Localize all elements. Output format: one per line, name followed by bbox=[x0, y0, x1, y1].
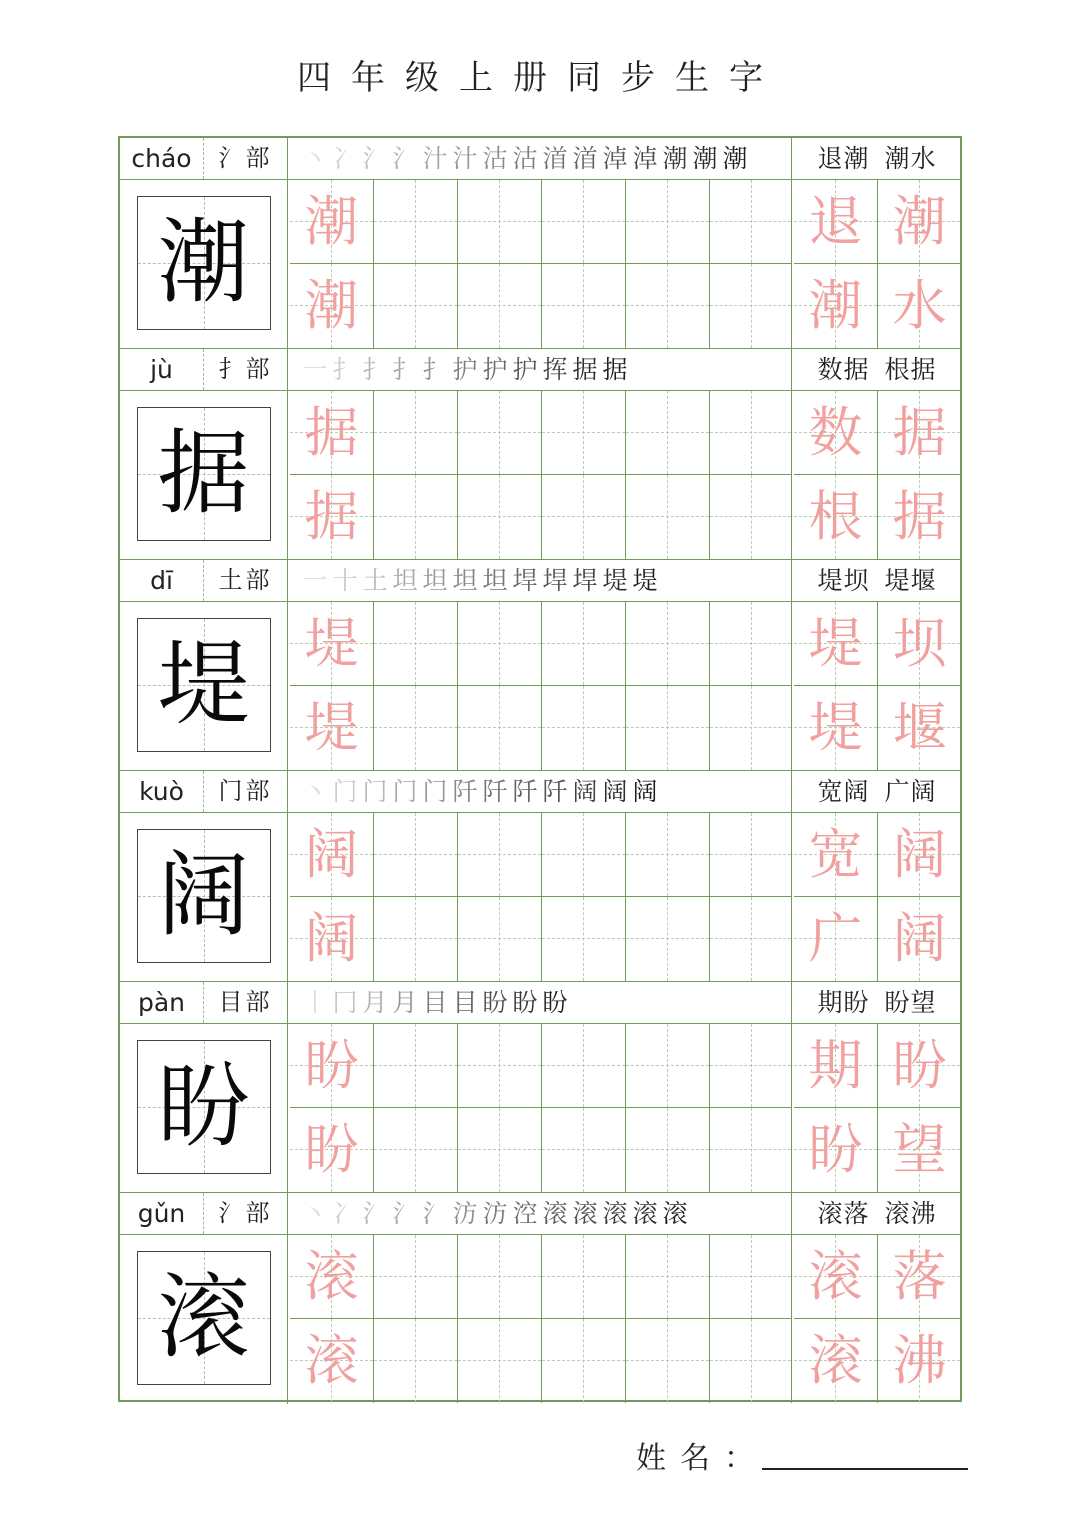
vocab-words bbox=[794, 1193, 960, 1234]
stroke-order-row bbox=[290, 982, 792, 1023]
practice-cell[interactable] bbox=[626, 264, 710, 348]
practice-grid bbox=[290, 602, 792, 771]
stroke-step: 坦 bbox=[392, 566, 418, 595]
stroke-step: 淖 bbox=[632, 144, 658, 173]
stroke-step: 滚 bbox=[662, 1199, 688, 1228]
practice-grid bbox=[290, 391, 792, 560]
char-header-row bbox=[120, 771, 960, 813]
practice-cell[interactable] bbox=[542, 1235, 626, 1319]
vocab-cell[interactable] bbox=[794, 602, 878, 686]
trace-char: 潮 bbox=[304, 274, 359, 337]
stroke-step: 汸 bbox=[482, 1199, 508, 1228]
practice-cell[interactable] bbox=[290, 475, 374, 559]
stroke-step: 扌 bbox=[392, 355, 418, 384]
vocab-trace-char: 落 bbox=[892, 1245, 947, 1308]
vocab-cell[interactable] bbox=[794, 1108, 878, 1192]
stroke-step: 坦 bbox=[482, 566, 508, 595]
stroke-step: 土 bbox=[362, 566, 388, 595]
practice-grid bbox=[290, 1024, 792, 1193]
vocab-words bbox=[794, 138, 960, 179]
vocab-word: 滚落 bbox=[817, 1199, 870, 1228]
page-title: 四年级上册同步生字 bbox=[297, 58, 783, 98]
practice-cell[interactable] bbox=[374, 391, 458, 475]
stroke-step: 阔 bbox=[572, 777, 598, 806]
model-char-cell bbox=[120, 1235, 288, 1404]
stroke-step: 门 bbox=[332, 777, 358, 806]
radical-label: 氵部 bbox=[204, 138, 288, 179]
practice-cell[interactable] bbox=[710, 1024, 792, 1108]
radical-label: 目部 bbox=[204, 982, 288, 1023]
practice-cell[interactable] bbox=[290, 1235, 374, 1319]
vocab-cell[interactable] bbox=[794, 1235, 878, 1319]
trace-char: 堤 bbox=[304, 696, 359, 759]
trace-char: 据 bbox=[304, 485, 359, 548]
char-header-row bbox=[120, 349, 960, 391]
stroke-step: 十 bbox=[332, 566, 358, 595]
model-char-cell bbox=[120, 391, 288, 560]
vocab-word: 期盼 bbox=[817, 988, 870, 1017]
practice-cell[interactable] bbox=[458, 897, 542, 981]
practice-cell[interactable] bbox=[542, 686, 626, 770]
stroke-step: 氵 bbox=[362, 1199, 388, 1228]
practice-cell[interactable] bbox=[290, 391, 374, 475]
char-block bbox=[120, 1193, 960, 1404]
practice-cell[interactable] bbox=[290, 264, 374, 348]
vocab-trace-char: 盼 bbox=[808, 1118, 863, 1181]
stroke-step: 盼 bbox=[482, 988, 508, 1017]
practice-cell[interactable] bbox=[374, 1235, 458, 1319]
worksheet-grid bbox=[118, 136, 962, 1402]
vocab-trace-grid bbox=[794, 1235, 960, 1404]
stroke-step: 月 bbox=[362, 988, 388, 1017]
vocab-trace-char: 阔 bbox=[892, 823, 947, 886]
practice-cell[interactable] bbox=[290, 686, 374, 770]
stroke-step: 潮 bbox=[722, 144, 748, 173]
practice-cell[interactable] bbox=[626, 1235, 710, 1319]
practice-cell[interactable] bbox=[626, 1108, 710, 1192]
practice-cell[interactable] bbox=[542, 264, 626, 348]
practice-grid bbox=[290, 180, 792, 349]
stroke-step: 挥 bbox=[542, 355, 568, 384]
model-char-cell bbox=[120, 813, 288, 982]
vocab-word: 根据 bbox=[884, 355, 937, 384]
vocab-cell[interactable] bbox=[794, 475, 878, 559]
stroke-step: 门 bbox=[422, 777, 448, 806]
stroke-step: 冂 bbox=[332, 988, 358, 1017]
trace-char: 滚 bbox=[304, 1329, 359, 1392]
practice-cell[interactable] bbox=[626, 391, 710, 475]
stroke-step: 护 bbox=[512, 355, 538, 384]
vocab-cell[interactable] bbox=[878, 686, 960, 770]
vocab-trace-grid bbox=[794, 180, 960, 349]
vocab-trace-char: 退 bbox=[808, 190, 863, 253]
vocab-cell[interactable] bbox=[794, 180, 878, 264]
model-char-cell bbox=[120, 602, 288, 771]
practice-cell[interactable] bbox=[542, 897, 626, 981]
practice-cell[interactable] bbox=[458, 1024, 542, 1108]
vocab-cell[interactable] bbox=[878, 1024, 960, 1108]
char-block bbox=[120, 560, 960, 771]
practice-cell[interactable] bbox=[542, 602, 626, 686]
practice-cell[interactable] bbox=[290, 1024, 374, 1108]
practice-cell[interactable] bbox=[458, 1319, 542, 1403]
model-char-cell bbox=[120, 1024, 288, 1193]
practice-cell[interactable] bbox=[290, 602, 374, 686]
stroke-step: 沽 bbox=[482, 144, 508, 173]
stroke-step: 滚 bbox=[632, 1199, 658, 1228]
practice-cell[interactable] bbox=[626, 602, 710, 686]
vocab-trace-grid bbox=[794, 391, 960, 560]
stroke-order-row bbox=[290, 138, 792, 179]
stroke-step: 渞 bbox=[572, 144, 598, 173]
char-block bbox=[120, 138, 960, 349]
trace-char: 潮 bbox=[304, 190, 359, 253]
vocab-words bbox=[794, 560, 960, 601]
stroke-step: 丶 bbox=[302, 1199, 328, 1228]
practice-grid bbox=[290, 1235, 792, 1404]
practice-cell[interactable] bbox=[626, 686, 710, 770]
stroke-step: 阔 bbox=[602, 777, 628, 806]
stroke-step: 堤 bbox=[602, 566, 628, 595]
vocab-word: 堤坝 bbox=[817, 566, 870, 595]
stroke-step: 氵 bbox=[392, 144, 418, 173]
practice-cell[interactable] bbox=[626, 475, 710, 559]
radical-label: 门部 bbox=[204, 771, 288, 812]
practice-cell[interactable] bbox=[710, 897, 792, 981]
practice-cell[interactable] bbox=[374, 813, 458, 897]
vocab-trace-char: 广 bbox=[808, 907, 863, 970]
stroke-step: 据 bbox=[572, 355, 598, 384]
practice-grid bbox=[290, 813, 792, 982]
model-char: 阔 bbox=[157, 842, 250, 949]
practice-cell[interactable] bbox=[458, 264, 542, 348]
practice-cell[interactable] bbox=[710, 180, 792, 264]
practice-cell[interactable] bbox=[374, 686, 458, 770]
pinyin-label: kuò bbox=[120, 771, 204, 812]
vocab-cell[interactable] bbox=[794, 1319, 878, 1403]
trace-char: 盼 bbox=[304, 1034, 359, 1097]
stroke-step: 一 bbox=[302, 566, 328, 595]
pinyin-label: jù bbox=[120, 349, 204, 390]
practice-cell[interactable] bbox=[542, 475, 626, 559]
vocab-word: 退潮 bbox=[817, 144, 870, 173]
trace-char: 堤 bbox=[304, 612, 359, 675]
vocab-cell[interactable] bbox=[794, 1024, 878, 1108]
model-char: 盼 bbox=[157, 1053, 250, 1160]
practice-cell[interactable] bbox=[626, 1319, 710, 1403]
stroke-step: 盼 bbox=[512, 988, 538, 1017]
stroke-step: 堤 bbox=[632, 566, 658, 595]
vocab-cell[interactable] bbox=[878, 813, 960, 897]
radical-label: 氵部 bbox=[204, 1193, 288, 1234]
vocab-cell[interactable] bbox=[878, 475, 960, 559]
vocab-trace-char: 阔 bbox=[892, 907, 947, 970]
char-block bbox=[120, 982, 960, 1193]
vocab-trace-char: 期 bbox=[808, 1034, 863, 1097]
stroke-step: 阔 bbox=[632, 777, 658, 806]
stroke-step: 垾 bbox=[512, 566, 538, 595]
pinyin-label: gǔn bbox=[120, 1193, 204, 1234]
stroke-step: 目 bbox=[452, 988, 478, 1017]
vocab-trace-grid bbox=[794, 813, 960, 982]
practice-cell[interactable] bbox=[710, 264, 792, 348]
char-header-row bbox=[120, 982, 960, 1024]
vocab-trace-char: 潮 bbox=[892, 190, 947, 253]
vocab-word: 潮水 bbox=[884, 144, 937, 173]
stroke-step: 门 bbox=[362, 777, 388, 806]
stroke-step: 阡 bbox=[542, 777, 568, 806]
stroke-step: 汁 bbox=[452, 144, 478, 173]
vocab-cell[interactable] bbox=[878, 264, 960, 348]
model-char: 据 bbox=[157, 420, 250, 527]
stroke-step: 护 bbox=[482, 355, 508, 384]
trace-char: 阔 bbox=[304, 823, 359, 886]
practice-cell[interactable] bbox=[710, 1319, 792, 1403]
practice-cell[interactable] bbox=[458, 686, 542, 770]
vocab-words bbox=[794, 982, 960, 1023]
stroke-step: 一 bbox=[302, 355, 328, 384]
vocab-word: 数据 bbox=[817, 355, 870, 384]
stroke-step: 护 bbox=[452, 355, 478, 384]
stroke-step: 丶 bbox=[302, 144, 328, 173]
vocab-cell[interactable] bbox=[878, 897, 960, 981]
stroke-order-row bbox=[290, 1193, 792, 1234]
model-char: 滚 bbox=[157, 1264, 250, 1371]
vocab-trace-char: 坝 bbox=[892, 612, 947, 675]
stroke-step: 月 bbox=[392, 988, 418, 1017]
practice-cell[interactable] bbox=[710, 1235, 792, 1319]
practice-cell[interactable] bbox=[542, 1024, 626, 1108]
stroke-step: 冫 bbox=[332, 1199, 358, 1228]
vocab-trace-char: 宽 bbox=[808, 823, 863, 886]
vocab-word: 宽阔 bbox=[817, 777, 870, 806]
pinyin-label: dī bbox=[120, 560, 204, 601]
stroke-step: 滚 bbox=[602, 1199, 628, 1228]
practice-cell[interactable] bbox=[458, 391, 542, 475]
vocab-cell[interactable] bbox=[794, 264, 878, 348]
stroke-order-row bbox=[290, 560, 792, 601]
model-char: 潮 bbox=[157, 209, 250, 316]
stroke-step: 坦 bbox=[422, 566, 448, 595]
stroke-step: 涳 bbox=[512, 1199, 538, 1228]
practice-cell[interactable] bbox=[290, 180, 374, 264]
name-label: 姓名： bbox=[636, 1441, 768, 1476]
practice-cell[interactable] bbox=[710, 1108, 792, 1192]
stroke-step: 渞 bbox=[542, 144, 568, 173]
char-header-row bbox=[120, 560, 960, 602]
stroke-step: 潮 bbox=[692, 144, 718, 173]
char-header-row bbox=[120, 138, 960, 180]
vocab-cell[interactable] bbox=[794, 686, 878, 770]
radical-label: 土部 bbox=[204, 560, 288, 601]
vocab-trace-char: 堤 bbox=[808, 696, 863, 759]
vocab-cell[interactable] bbox=[878, 602, 960, 686]
practice-cell[interactable] bbox=[374, 475, 458, 559]
radical-label: 扌部 bbox=[204, 349, 288, 390]
practice-cell[interactable] bbox=[542, 813, 626, 897]
practice-cell[interactable] bbox=[458, 475, 542, 559]
pinyin-label: pàn bbox=[120, 982, 204, 1023]
vocab-trace-grid bbox=[794, 602, 960, 771]
practice-cell[interactable] bbox=[374, 264, 458, 348]
vocab-trace-char: 水 bbox=[892, 274, 947, 337]
stroke-step: 汸 bbox=[452, 1199, 478, 1228]
practice-cell[interactable] bbox=[458, 602, 542, 686]
vocab-words bbox=[794, 771, 960, 812]
vocab-trace-char: 潮 bbox=[808, 274, 863, 337]
vocab-trace-char: 望 bbox=[892, 1118, 947, 1181]
char-header-row bbox=[120, 1193, 960, 1235]
practice-cell[interactable] bbox=[458, 1235, 542, 1319]
practice-cell[interactable] bbox=[626, 813, 710, 897]
vocab-word: 盼望 bbox=[884, 988, 937, 1017]
vocab-cell[interactable] bbox=[878, 391, 960, 475]
vocab-trace-char: 滚 bbox=[808, 1245, 863, 1308]
stroke-step: 丨 bbox=[302, 988, 328, 1017]
stroke-order-row bbox=[290, 771, 792, 812]
vocab-trace-char: 堤 bbox=[808, 612, 863, 675]
vocab-trace-char: 盼 bbox=[892, 1034, 947, 1097]
stroke-step: 氵 bbox=[422, 1199, 448, 1228]
trace-char: 盼 bbox=[304, 1118, 359, 1181]
vocab-cell[interactable] bbox=[794, 813, 878, 897]
practice-cell[interactable] bbox=[542, 1319, 626, 1403]
stroke-step: 潮 bbox=[662, 144, 688, 173]
stroke-step: 垾 bbox=[572, 566, 598, 595]
trace-char: 据 bbox=[304, 401, 359, 464]
vocab-cell[interactable] bbox=[878, 1108, 960, 1192]
practice-cell[interactable] bbox=[290, 1319, 374, 1403]
stroke-step: 沽 bbox=[512, 144, 538, 173]
stroke-step: 阡 bbox=[452, 777, 478, 806]
practice-cell[interactable] bbox=[626, 180, 710, 264]
practice-cell[interactable] bbox=[626, 897, 710, 981]
practice-cell[interactable] bbox=[458, 1108, 542, 1192]
practice-cell[interactable] bbox=[458, 813, 542, 897]
practice-cell[interactable] bbox=[290, 813, 374, 897]
practice-cell[interactable] bbox=[710, 686, 792, 770]
practice-cell[interactable] bbox=[290, 897, 374, 981]
stroke-step: 目 bbox=[422, 988, 448, 1017]
practice-cell[interactable] bbox=[542, 180, 626, 264]
practice-cell[interactable] bbox=[626, 1024, 710, 1108]
trace-char: 阔 bbox=[304, 907, 359, 970]
vocab-cell[interactable] bbox=[878, 180, 960, 264]
vocab-trace-char: 堰 bbox=[892, 696, 947, 759]
practice-cell[interactable] bbox=[374, 1108, 458, 1192]
stroke-step: 滚 bbox=[542, 1199, 568, 1228]
stroke-step: 阡 bbox=[482, 777, 508, 806]
vocab-trace-char: 根 bbox=[808, 485, 863, 548]
vocab-cell[interactable] bbox=[794, 391, 878, 475]
practice-cell[interactable] bbox=[290, 1108, 374, 1192]
practice-cell[interactable] bbox=[374, 1319, 458, 1403]
stroke-step: 扌 bbox=[362, 355, 388, 384]
stroke-step: 阡 bbox=[512, 777, 538, 806]
vocab-trace-char: 滚 bbox=[808, 1329, 863, 1392]
stroke-step: 冫 bbox=[332, 144, 358, 173]
pinyin-label: cháo bbox=[120, 138, 204, 179]
stroke-step: 扌 bbox=[422, 355, 448, 384]
vocab-trace-char: 据 bbox=[892, 401, 947, 464]
practice-cell[interactable] bbox=[710, 475, 792, 559]
vocab-trace-char: 沸 bbox=[892, 1329, 947, 1392]
practice-cell[interactable] bbox=[710, 391, 792, 475]
practice-cell[interactable] bbox=[710, 813, 792, 897]
stroke-step: 丶 bbox=[302, 777, 328, 806]
practice-cell[interactable] bbox=[710, 602, 792, 686]
model-char: 堤 bbox=[157, 631, 250, 738]
name-input-line[interactable] bbox=[762, 1468, 968, 1470]
stroke-step: 氵 bbox=[392, 1199, 418, 1228]
stroke-step: 氵 bbox=[362, 144, 388, 173]
stroke-step: 淖 bbox=[602, 144, 628, 173]
stroke-step: 门 bbox=[392, 777, 418, 806]
stroke-step: 盼 bbox=[542, 988, 568, 1017]
stroke-order-row bbox=[290, 349, 792, 390]
practice-cell[interactable] bbox=[374, 602, 458, 686]
char-block bbox=[120, 771, 960, 982]
stroke-step: 坦 bbox=[452, 566, 478, 595]
practice-cell[interactable] bbox=[542, 1108, 626, 1192]
practice-cell[interactable] bbox=[374, 180, 458, 264]
practice-cell[interactable] bbox=[374, 1024, 458, 1108]
practice-cell[interactable] bbox=[374, 897, 458, 981]
stroke-step: 汁 bbox=[422, 144, 448, 173]
stroke-step: 据 bbox=[602, 355, 628, 384]
vocab-cell[interactable] bbox=[794, 897, 878, 981]
stroke-step: 垾 bbox=[542, 566, 568, 595]
stroke-step: 扌 bbox=[332, 355, 358, 384]
vocab-cell[interactable] bbox=[878, 1319, 960, 1403]
vocab-cell[interactable] bbox=[878, 1235, 960, 1319]
vocab-trace-char: 据 bbox=[892, 485, 947, 548]
trace-char: 滚 bbox=[304, 1245, 359, 1308]
vocab-word: 堤堰 bbox=[884, 566, 937, 595]
vocab-word: 广阔 bbox=[884, 777, 937, 806]
stroke-step: 滚 bbox=[572, 1199, 598, 1228]
vocab-trace-grid bbox=[794, 1024, 960, 1193]
vocab-words bbox=[794, 349, 960, 390]
vocab-trace-char: 数 bbox=[808, 401, 863, 464]
practice-cell[interactable] bbox=[542, 391, 626, 475]
vocab-word: 滚沸 bbox=[884, 1199, 937, 1228]
char-block bbox=[120, 349, 960, 560]
practice-cell[interactable] bbox=[458, 180, 542, 264]
model-char-cell bbox=[120, 180, 288, 349]
